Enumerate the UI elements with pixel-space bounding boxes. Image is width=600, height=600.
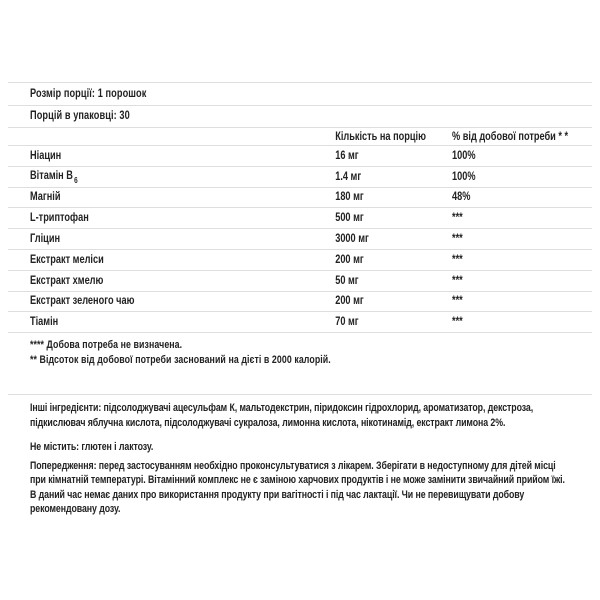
table-row (8, 229, 592, 250)
ingredient-amount: 180 мг (335, 191, 364, 204)
ingredient-daily-value: *** (452, 316, 463, 329)
table-row (8, 146, 592, 167)
ingredient-amount: 70 мг (335, 316, 359, 329)
footnote-daily-need-undefined: **** Добова потреба не визначена. (30, 339, 183, 352)
ingredient-daily-value: *** (452, 253, 463, 266)
footnotes (30, 338, 600, 367)
warning-text: Попередження: перед застосуванням необхідно проконсультуватися з лікарем. Зберігати в недоступному для дітей місці при кімнатній температурі. Вітамінний комплекс не є заміною харчових продуктів і не може замінити звичайний прийом їжі. В даний час немає даних про використання продукту при вагітності і під час лактації. Чи не перевищувати добову рекомендовану дозу. (30, 459, 565, 516)
ingredient-name: Ніацин (30, 149, 62, 162)
ingredient-name: Магній (30, 191, 61, 204)
other-ingredients-text: Інші інгредієнти: підсолоджувачі ацесульфам К, мальтодекстрин, піридоксин гідрохлорид, ароматизатор, декстроза, підкислювач яблучна кислота, підсолоджувачі сукралоза, лимонна кислота, нікотинамід, екстракт лимона 2%. (30, 402, 534, 429)
ingredient-name: Екстракт зеленого чаю (30, 295, 135, 308)
header-amount-per-serving: Кількість на порцію (335, 130, 426, 143)
table-header-row (8, 128, 592, 146)
table-row (8, 188, 592, 209)
ingredient-amount: 200 мг (335, 295, 364, 308)
table-row (8, 167, 592, 188)
section-divider (8, 394, 592, 395)
top-whitespace (0, 0, 600, 82)
ingredient-amount: 500 мг (335, 212, 364, 225)
ingredient-amount: 50 мг (335, 274, 359, 287)
ingredient-amount: 3000 мг (335, 233, 369, 246)
serving-size-label: Розмір порції: 1 порошок (30, 87, 147, 100)
table-row (8, 208, 592, 229)
servings-per-container-row (8, 106, 592, 129)
supplement-facts-table (8, 82, 592, 333)
ingredient-amount: 16 мг (335, 149, 359, 162)
ingredient-amount: 200 мг (335, 253, 364, 266)
ingredient-name: Гліцин (30, 233, 61, 246)
ingredient-amount: 1.4 мг (335, 170, 362, 183)
ingredient-daily-value: 48% (452, 191, 471, 204)
ingredient-daily-value: *** (452, 212, 463, 225)
servings-per-container-label: Порцій в упаковці: 30 (30, 110, 130, 123)
free-from-text: Не містить: глютен і лактозу. (30, 441, 154, 454)
ingredient-name: Екстракт хмелю (30, 274, 104, 287)
ingredient-name: Вітамін $B_6$ (30, 169, 78, 185)
ingredient-name: Екстракт меліси (30, 253, 104, 266)
table-body (8, 146, 592, 333)
footnote-2000-calorie-diet: ** Відсоток від добової потреби заснований на дієті в 2000 калорій. (30, 353, 331, 366)
ingredient-name: L-триптофан (30, 212, 89, 225)
table-row (8, 312, 592, 333)
table-row (8, 292, 592, 313)
serving-size-row (8, 83, 592, 106)
ingredient-daily-value: *** (452, 274, 463, 287)
ingredient-daily-value: *** (452, 295, 463, 308)
table-row (8, 271, 592, 292)
ingredient-name-subscript: 6 (74, 175, 78, 185)
ingredient-daily-value: *** (452, 233, 463, 246)
ingredient-daily-value: 100% (452, 149, 476, 162)
ingredient-daily-value: 100% (452, 170, 476, 183)
header-daily-value: % від добової потреби * * (452, 130, 569, 143)
table-row (8, 250, 592, 271)
ingredient-name: Тіамін (30, 316, 59, 329)
